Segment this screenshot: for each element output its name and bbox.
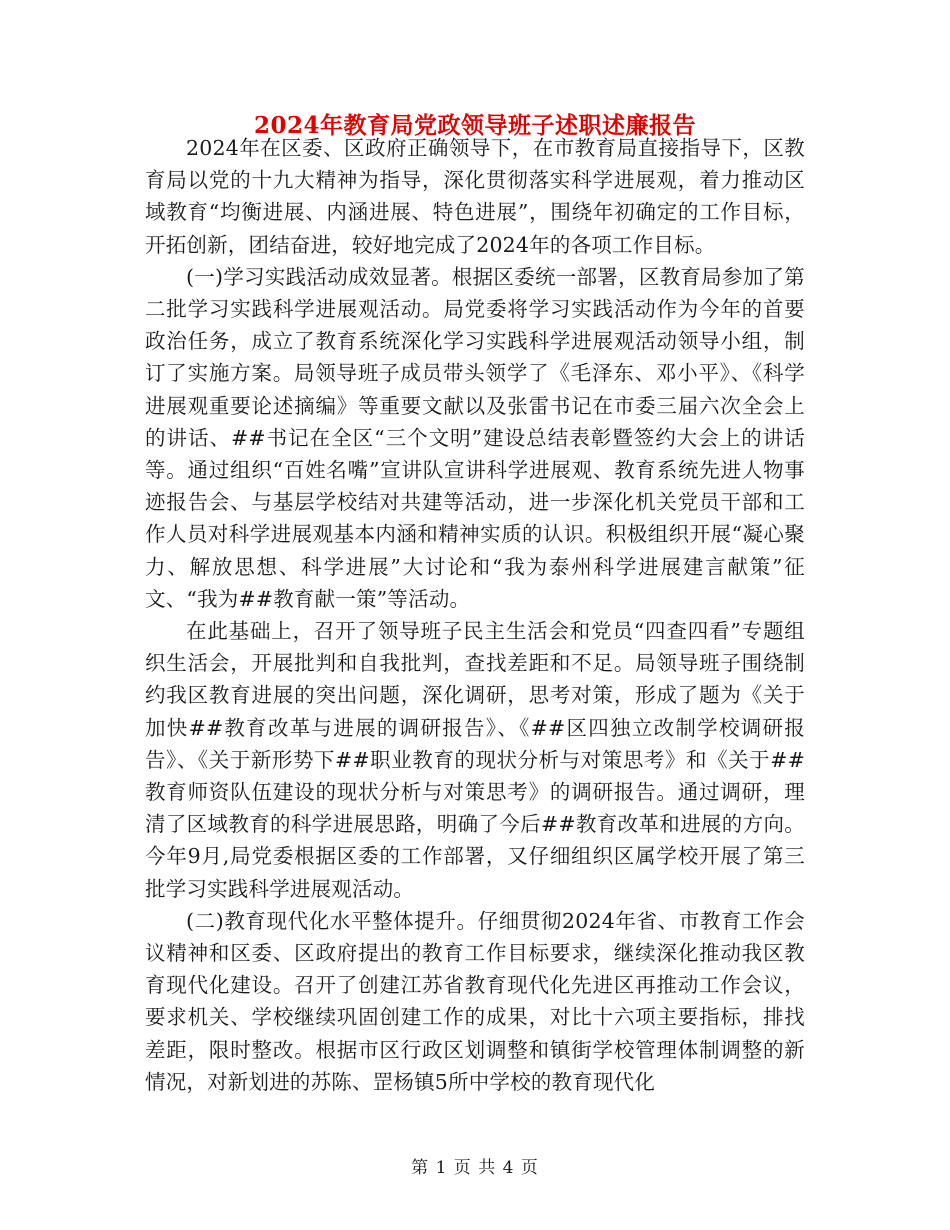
page-footer: 第 1 页 共 4 页	[411, 1158, 539, 1178]
paragraph-section-2: (二)教育现代化水平整体提升。仔细贯彻2024年省、市教育工作会议精神和区委、区政府提出的教育工作目标要求，继续深化推动我区教育现代化建设。召开了创建江苏省教育现代化先进区再推动工作会议，要求机关、学校继续巩固创建工作的成果，对比十六项主要指标，排找差距，限时整改。根据市区行政区划调整和镇街学校管理体制调整的新情况，对新划进的苏陈、罡杨镇5所中学校的教育现代化	[145, 908, 805, 1094]
paragraph-section-1-cont: 在此基础上，召开了领导班子民主生活会和党员“四查四看”专题组织生活会，开展批判和自我批判，查找差距和不足。局领导班子围绕制约我区教育进展的突出问题，深化调研，思考对策，形成了题为《关于加快##教育改革与进展的调研报告》、《##区四独立改制学校调研报告》、《关于新形势下##职业教育的现状分析与对策思考》和《关于##教育师资队伍建设的现状分析与对策思考》的调研报告。通过调研，理清了区域教育的科学进展思路，明确了今后##教育改革和进展的方向。今年9月,局党委根据区委的工作部署，又仔细组织区属学校开展了第三批学习实践科学进展观活动。	[145, 619, 805, 901]
paragraph-section-1: (一)学习实践活动成效显著。根据区委统一部署，区教育局参加了第二批学习实践科学进展观活动。局党委将学习实践活动作为今年的首要政治任务，成立了教育系统深化学习实践科学进展观活动领导小组，制订了实施方案。局领导班子成员带头领学了《毛泽东、邓小平》、《科学进展观重要论述摘编》等重要文献以及张雷书记在市委三届六次全会上的讲话、##书记在全区“三个文明”建设总结表彰暨签约大会上的讲话等。通过组织“百姓名嘴”宣讲队宣讲科学进展观、教育系统先进人物事迹报告会、与基层学校结对共建等活动，进一步深化机关党员干部和工作人员对科学进展观基本内涵和精神实质的认识。积极组织开展“凝心聚力、解放思想、科学进展”大讨论和“我为泰州科学进展建言献策”征文、“我为##教育献一策”等活动。	[145, 264, 805, 611]
paragraph-intro: 2024年在区委、区政府正确领导下，在市教育局直接指导下，区教育局以党的十九大精神为指导，深化贯彻落实科学进展观，着力推动区域教育“均衡进展、内涵进展、特色进展”，围绕年初确定的工作目标，开拓创新，团结奋进，较好地完成了2024年的各项工作目标。	[145, 136, 805, 257]
document-title: 2024年教育局党政领导班子述职述廉报告	[253, 112, 696, 139]
document-body	[145, 132, 805, 1098]
